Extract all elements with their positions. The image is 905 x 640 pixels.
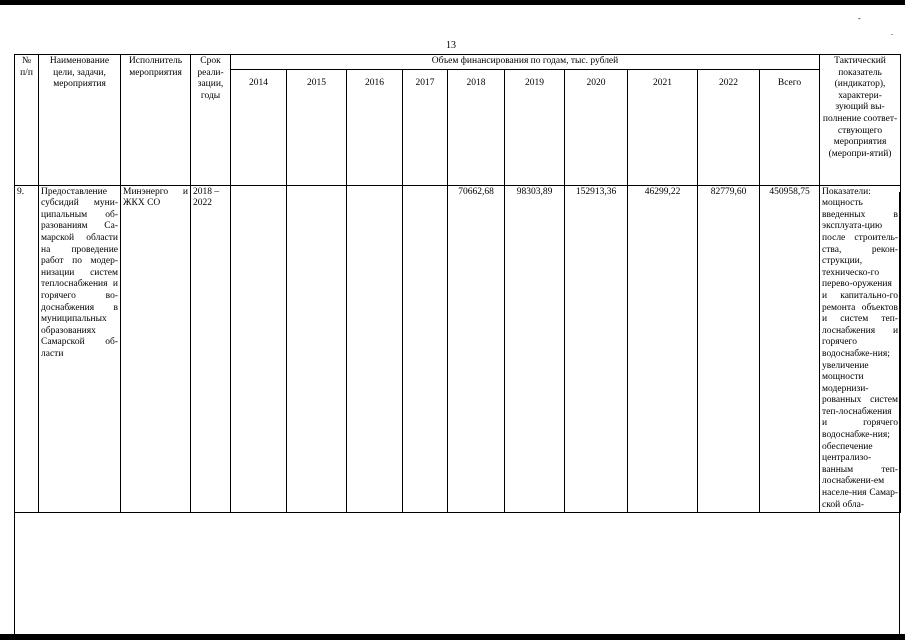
- row-value: [347, 185, 403, 513]
- row-value: 152913,36: [565, 185, 628, 513]
- scan-speck: -: [858, 14, 861, 23]
- row-executor: Минэнерго и ЖКХ СО: [121, 185, 191, 513]
- header-total: Всего: [760, 69, 820, 185]
- row-value: [287, 185, 347, 513]
- scan-speck: .: [891, 28, 893, 37]
- header-year: 2018: [448, 69, 505, 185]
- row-value: 82779,60: [698, 185, 760, 513]
- top-border: [0, 0, 905, 5]
- row-value: [403, 185, 448, 513]
- header-year: 2017: [403, 69, 448, 185]
- header-year: 2014: [231, 69, 287, 185]
- header-year: 2021: [628, 69, 698, 185]
- row-num: 9.: [15, 185, 39, 513]
- row-value: [231, 185, 287, 513]
- header-executor: Исполнитель мероприятия: [121, 55, 191, 186]
- bottom-border: [0, 634, 905, 640]
- header-year: 2019: [505, 69, 565, 185]
- row-value: 70662,68: [448, 185, 505, 513]
- header-year: 2015: [287, 69, 347, 185]
- header-funding: Объем финансирования по годам, тыс. рублей: [231, 55, 820, 70]
- row-total: 450958,75: [760, 185, 820, 513]
- header-num: № п/п: [15, 55, 39, 186]
- row-value: 98303,89: [505, 185, 565, 513]
- header-year: 2016: [347, 69, 403, 185]
- row-name: Предоставление субсидий муни-ципальным об-разованиям Са-марской области на проведение работ по модер-низации систем теплоснабжения и горячего во-доснабжения в муниципальных образованиях Самарской об-ласти: [39, 185, 121, 513]
- header-term: Срок реали-зации, годы: [191, 55, 231, 186]
- table-row: [15, 185, 901, 513]
- header-name: Наименование цели, задачи, мероприятия: [39, 55, 121, 186]
- header-row: [15, 55, 901, 70]
- header-year: 2020: [565, 69, 628, 185]
- financing-table: [14, 54, 901, 513]
- header-year: 2022: [698, 69, 760, 185]
- table-edge-left: [14, 192, 15, 634]
- page-number: 13: [446, 40, 456, 51]
- row-term: 2018 – 2022: [191, 185, 231, 513]
- header-indicator: Тактический показатель (индикатор), характери-зующий вы-полнение соответ-ствующего мероприятия (меропри-ятий): [820, 55, 901, 186]
- table-edge-right: [899, 192, 900, 634]
- row-indicator: Показатели: мощность введенных в эксплуата-цию после строитель-ства, рекон-струкции, техническо-го перево-оружения и капитально-го ремонта объектов и систем теп-лоснабжения и горячего водоснабже-ния; увеличение мощности модернизи-рованных систем теп-лоснабжения и горячего водоснабже-ния; обеспечение централизо-ванным теп-лоснабжени-ем населе-ния Самар-ской обла-: [820, 185, 901, 513]
- row-value: 46299,22: [628, 185, 698, 513]
